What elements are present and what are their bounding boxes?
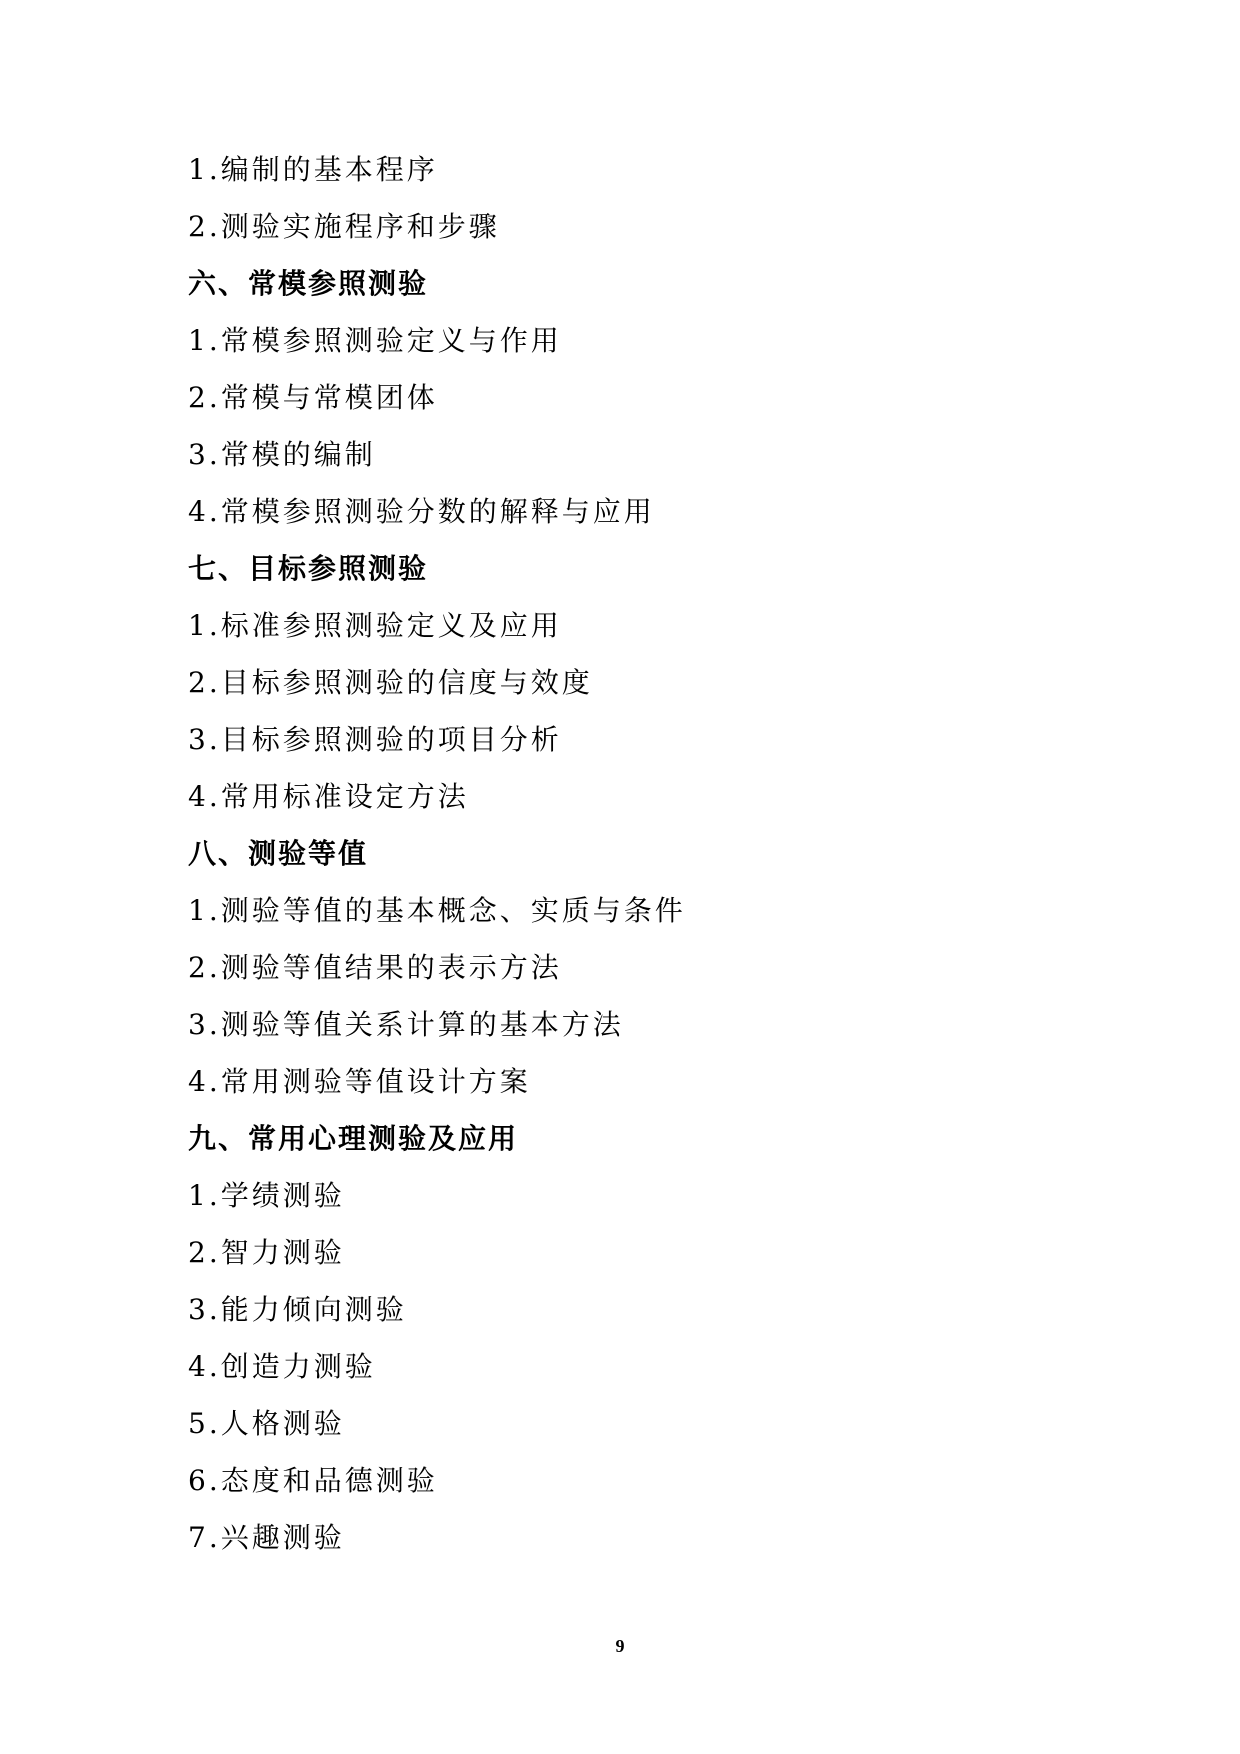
outline-item: 3.测验等值关系计算的基本方法: [188, 1008, 624, 1041]
outline-item: 3.能力倾向测验: [188, 1293, 407, 1326]
section-heading: 七、目标参照测验: [188, 552, 429, 585]
outline-item: 1.测验等值的基本概念、实质与条件: [188, 894, 686, 927]
outline-item: 4.常用标准设定方法: [188, 780, 469, 813]
outline-item: 1.标准参照测验定义及应用: [188, 609, 562, 642]
outline-item: 1.学绩测验: [188, 1179, 345, 1212]
section-heading: 六、常模参照测验: [188, 267, 429, 300]
outline-item: 5.人格测验: [188, 1407, 345, 1440]
section-heading: 八、测验等值: [188, 837, 369, 870]
outline-item: 1.编制的基本程序: [188, 153, 438, 186]
outline-item: 2.智力测验: [188, 1236, 345, 1269]
outline-item: 3.常模的编制: [188, 438, 376, 471]
outline-item: 1.常模参照测验定义与作用: [188, 324, 562, 357]
outline-item: 3.目标参照测验的项目分析: [188, 723, 562, 756]
outline-item: 2.目标参照测验的信度与效度: [188, 666, 593, 699]
outline-item: 4.常模参照测验分数的解释与应用: [188, 495, 655, 528]
outline-item: 4.创造力测验: [188, 1350, 376, 1383]
outline-item: 4.常用测验等值设计方案: [188, 1065, 531, 1098]
outline-item: 2.测验实施程序和步骤: [188, 210, 500, 243]
outline-item: 2.测验等值结果的表示方法: [188, 951, 562, 984]
outline-item: 7.兴趣测验: [188, 1521, 345, 1554]
outline-content: [188, 141, 1088, 1566]
section-heading: 九、常用心理测验及应用: [188, 1122, 519, 1155]
outline-item: 6.态度和品德测验: [188, 1464, 438, 1497]
page-number: 9: [615, 1636, 625, 1656]
outline-item: 2.常模与常模团体: [188, 381, 438, 414]
